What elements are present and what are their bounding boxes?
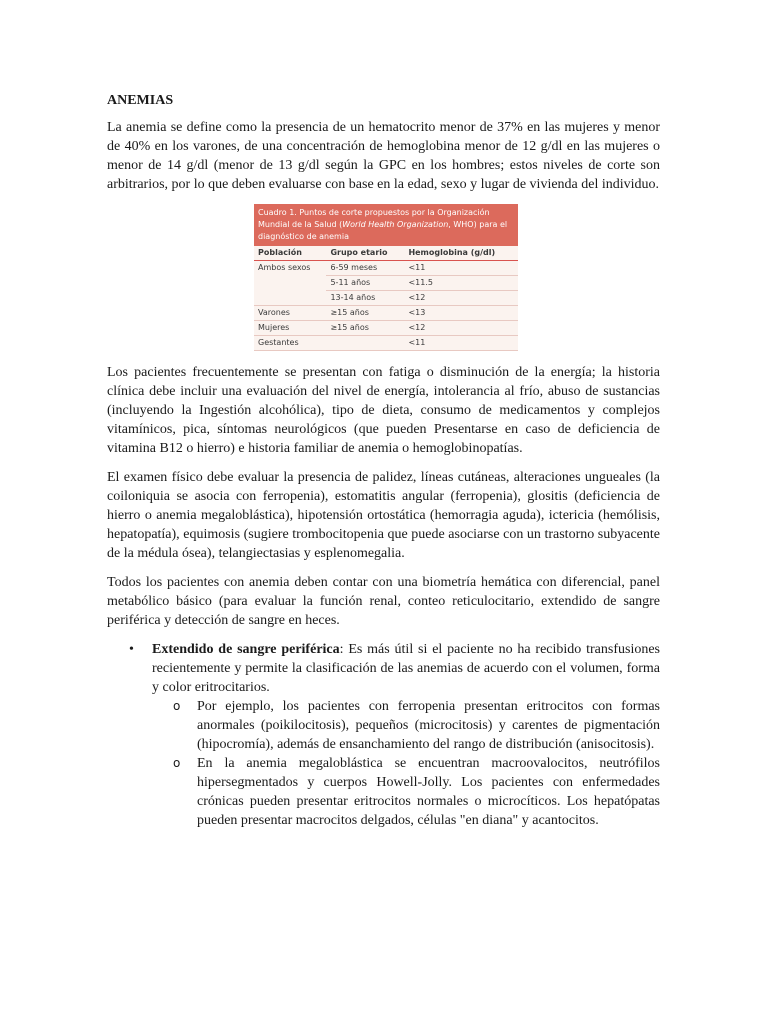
caption-post: , WHO) para el diagnóstico de anemia bbox=[258, 220, 508, 241]
paragraph-history: Los pacientes frecuentemente se presentan con fatiga o disminución de la energía; la historia clínica debe incluir una evaluación del nivel de energía, intolerancia al frío, abuso de sustancias (incluyendo la Ingestión alcohólica), tipo de dieta, consumo de medicamentos y complejos vitamínicos, pica, síntomas neurológicos (que pueden Presentarse en caso de deficiencia de vitamina B12 o hierro) e historia familiar de anemia o hemoglobinopatías. bbox=[107, 365, 660, 456]
table-row bbox=[254, 291, 518, 306]
table-cell: <12 bbox=[404, 321, 518, 336]
bullet-list bbox=[107, 640, 660, 830]
caption-italic: World Health Organization bbox=[342, 220, 449, 229]
table-header-row bbox=[254, 246, 518, 261]
table-cell bbox=[254, 291, 326, 306]
sub-marker: o bbox=[173, 699, 181, 713]
table-cell: Mujeres bbox=[254, 321, 326, 336]
table-row bbox=[254, 261, 518, 276]
document-body bbox=[107, 91, 660, 830]
table-row bbox=[254, 306, 518, 321]
table-cell: <11 bbox=[404, 261, 518, 276]
table-cell: <13 bbox=[404, 306, 518, 321]
paragraph-definition: La anemia se define como la presencia de un hematocrito menor de 37% en las mujeres y menor de 40% en los varones, de una concentración de hemoglobina menor de 12 g/dl en las mujeres o menor de 14 g/dl (menor de 13 g/dl según la GPC en los hombres; estos niveles de corte son arbitrarios, por lo que deben evaluarse con base en la edad, sexo y lugar de vivienda del individuo. bbox=[107, 120, 660, 192]
table-cell: 5-11 años bbox=[326, 276, 404, 291]
table-cell: <11.5 bbox=[404, 276, 518, 291]
header-poblacion: Población bbox=[254, 246, 326, 261]
table-cell: <12 bbox=[404, 291, 518, 306]
bullet-lead: Extendido de sangre periférica bbox=[152, 642, 340, 657]
cutoff-table bbox=[254, 246, 518, 351]
sub-list bbox=[152, 697, 660, 830]
table-cell: Ambos sexos bbox=[258, 263, 311, 273]
bullet-text: : Es más útil si el paciente no ha recibido transfusiones recientemente y permite la clasificación de las anemias de acuerdo con el volumen, forma y color eritrocitarios. bbox=[152, 642, 660, 695]
bullet-item bbox=[107, 640, 660, 830]
table-cell: 13-14 años bbox=[326, 291, 404, 306]
table-cell: Gestantes bbox=[254, 336, 326, 351]
sub-item-text: Por ejemplo, los pacientes con ferropenia presentan eritrocitos con formas anormales (poikilocitosis), pequeños (microcitosis) y carentes de pigmentación (hipocromía), además de ensanchamiento del rango de distribución (anisocitosis). bbox=[197, 699, 660, 752]
table-caption bbox=[254, 204, 518, 246]
sub-item-text: En la anemia megaloblástica se encuentran macroovalocitos, neutrófilos hipersegmentados y cuerpos Howell-Jolly. Los pacientes con enfermedades crónicas pueden presentar eritrocitos normales o microcíticos. Los hepatópatas pueden presentar macrocitos delgados, células "en diana" y acantocitos. bbox=[197, 756, 660, 828]
caption-pre: Cuadro 1. Puntos de corte propuestos por la Organización Mundial de la Salud ( bbox=[258, 208, 490, 229]
table-cell: 6-59 meses bbox=[326, 261, 404, 276]
document-title: ANEMIAS bbox=[107, 93, 174, 108]
sub-item bbox=[152, 754, 660, 830]
sub-item bbox=[152, 697, 660, 754]
table-cell bbox=[326, 336, 404, 351]
paragraph-labs: Todos los pacientes con anemia deben contar con una biometría hemática con diferencial, panel metabólico básico (para evaluar la función renal, conteo reticulocitario, extendido de sangre periférica y detección de sangre en heces. bbox=[107, 575, 660, 628]
table-row bbox=[254, 321, 518, 336]
table-row bbox=[254, 336, 518, 351]
table-cell: Varones bbox=[254, 306, 326, 321]
header-grupo-etario: Grupo etario bbox=[326, 246, 404, 261]
table-cell bbox=[254, 276, 326, 291]
table-row bbox=[254, 276, 518, 291]
sub-marker: o bbox=[173, 756, 181, 770]
paragraph-physical-exam: El examen físico debe evaluar la presencia de palidez, líneas cutáneas, alteraciones ungueales (la coiloniquia se asocia con ferropenia), estomatitis angular (ferropenia), glositis (deficiencia de hierro o anemia megaloblástica), hipotensión ortostática (hemorragia aguda), ictericia (hemólisis, hepatopatía), equimosis (sugiere trombocitopenia que puede asociarse con un trastorno subyacente de la médula ósea), telangiectasias y esplenomegalia. bbox=[107, 470, 660, 561]
header-hemoglobina: Hemoglobina (g/dl) bbox=[404, 246, 518, 261]
bullet-marker: • bbox=[129, 642, 134, 657]
table-cell: ≥15 años bbox=[326, 306, 404, 321]
table-cell: ≥15 años bbox=[326, 321, 404, 336]
who-cutoff-table bbox=[254, 204, 518, 351]
table-cell: <11 bbox=[404, 336, 518, 351]
